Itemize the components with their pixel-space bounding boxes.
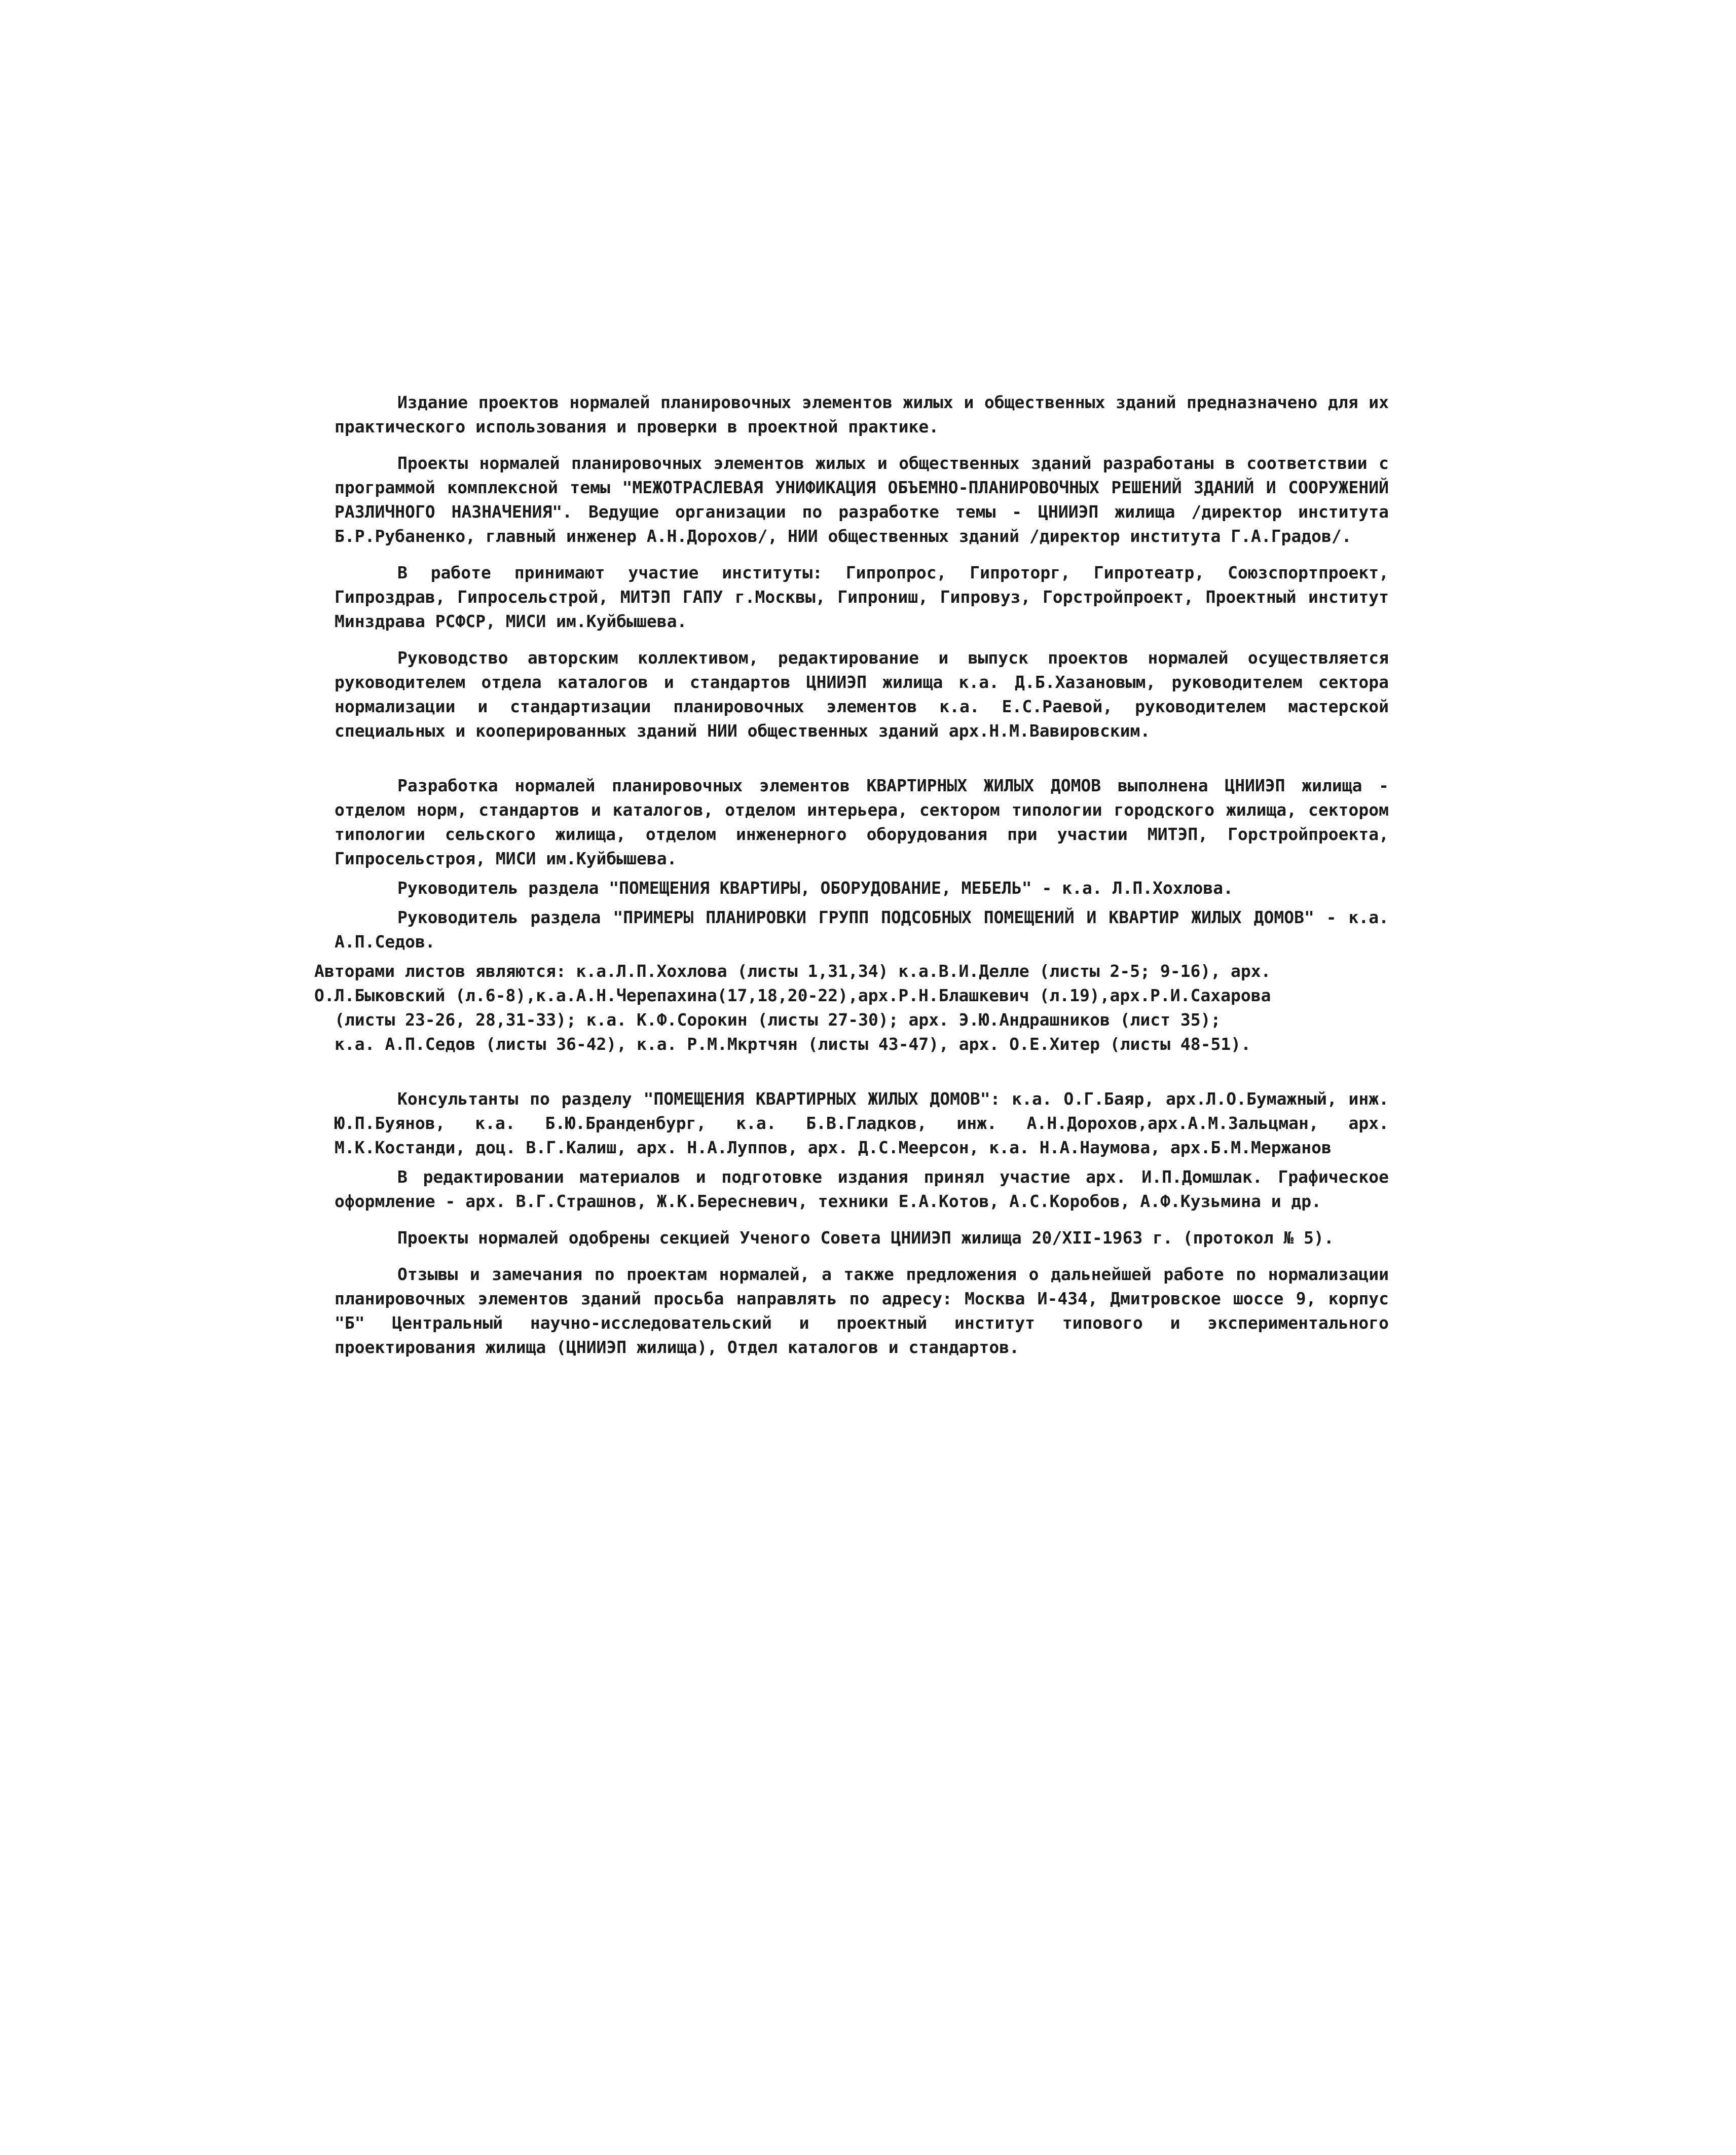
authors-line: О.Л.Быковский (л.6-8),к.а.А.Н.Черепахина(17,18,20-22),арх.Р.Н.Блашкевич (л.19),арх.Р.И.Сахарова — [314, 985, 1271, 1005]
paragraph-consultants: Консультанты по разделу "ПОМЕЩЕНИЯ КВАРТИРНЫХ ЖИЛЫХ ДОМОВ": к.а. О.Г.Баяр, арх.Л.О.Бумажный, инж. Ю.П.Буянов, к.а. Б.Ю.Бранденбург, к.а. Б.В.Гладков, инж. А.Н.Дорохов,арх.А.М.Зальцман, арх. М.К.Костанди, доц. В.Г.Калиш, арх. Н.А.Луппов, арх. Д.С.Меерсон, к.а. Н.А.Наумова, арх.Б.М.Мержанов — [335, 1089, 1389, 1157]
paragraph-institutes: В работе принимают участие институты: Гипропрос, Гипроторг, Гипротеатр, Союзспортпроект, Гипроздрав, Гипросельстрой, МИТЭП ГАПУ г.Москвы, Гипрониш, Гипровуз, Горстройпроект, Проектный институт Минздрава РСФСР, МИСИ им.Куйбышева. — [335, 563, 1389, 631]
paragraph-leadership: Руководство авторским коллективом, редактирование и выпуск проектов нормалей осуществляется руководителем отдела каталогов и стандартов ЦНИИЭП жилища к.а. Д.Б.Хазановым, руководителем сектора нормализации и стандартизации планировочных элементов к.а. Е.С.Раевой, руководителем мастерской специальных и кооперированных зданий НИИ общественных зданий арх.Н.М.Вавировским. — [335, 648, 1389, 741]
paragraph-feedback: Отзывы и замечания по проектам нормалей, а также предложения о дальнейшей работе по нормализации планировочных элементов зданий просьба направлять по адресу: Москва И-434, Дмитровское шоссе 9, корпус "Б" Центральный научно-исследовательский и проектный институт типового и экспериментального проектирования жилища (ЦНИИЭП жилища), Отдел каталогов и стандартов. — [335, 1264, 1389, 1357]
document-body — [314, 390, 1389, 1372]
paragraph-section-head-rooms: Руководитель раздела "ПОМЕЩЕНИЯ КВАРТИРЫ, ОБОРУДОВАНИЕ, МЕБЕЛЬ" - к.а. Л.П.Хохлова. — [397, 878, 1234, 898]
paragraph-section-head-examples: Руководитель раздела "ПРИМЕРЫ ПЛАНИРОВКИ ГРУПП ПОДСОБНЫХ ПОМЕЩЕНИЙ И КВАРТИР ЖИЛЫХ ДОМОВ" - к.а. А.П.Седов. — [335, 907, 1389, 952]
authors-line: к.а. А.П.Седов (листы 36-42), к.а. Р.М.Мкртчян (листы 43-47), арх. О.Е.Хитер (листы 48-51). — [335, 1034, 1251, 1054]
authors-line: Авторами листов являются: к.а.Л.П.Хохлова (листы 1,31,34) к.а.В.И.Делле (листы 2-5; 9-16), арх. — [314, 961, 1271, 981]
paragraph-purpose: Издание проектов нормалей планировочных элементов жилых и общественных зданий предназначено для их практического использования и проверки в проектной практике. — [335, 392, 1389, 436]
authors-line: (листы 23-26, 28,31-33); к.а. К.Ф.Сорокин (листы 27-30); арх. Э.Ю.Андрашников (лист 35); — [335, 1010, 1221, 1030]
paragraph-program: Проекты нормалей планировочных элементов жилых и общественных зданий разработаны в соответствии с программой комплексной темы "МЕЖОТРАСЛЕВАЯ УНИФИКАЦИЯ ОБЪЕМНО-ПЛАНИРОВОЧНЫХ РЕШЕНИЙ ЗДАНИЙ И СООРУЖЕНИЙ РАЗЛИЧНОГО НАЗНАЧЕНИЯ". Ведущие организации по разработке темы - ЦНИИЭП жилища /директор института Б.Р.Рубаненко, главный инженер А.Н.Дорохов/, НИИ общественных зданий /директор института Г.А.Градов/. — [335, 453, 1389, 546]
paragraph-approval: Проекты нормалей одобрены секцией Ученого Совета ЦНИИЭП жилища 20/XII-1963 г. (протокол № 5). — [397, 1228, 1334, 1248]
paragraph-sheet-authors — [314, 959, 1389, 1056]
paragraph-development: Разработка нормалей планировочных элементов КВАРТИРНЫХ ЖИЛЫХ ДОМОВ выполнена ЦНИИЭП жилища - отделом норм, стандартов и каталогов, отделом интерьера, сектором типологии городского жилища, сектором типологии сельского жилища, отделом инженерного оборудования при участии МИТЭП, Горстройпроекта, Гипросельстроя, МИСИ им.Куйбышева. — [335, 776, 1389, 868]
paragraph-editing: В редактировании материалов и подготовке издания принял участие арх. И.П.Домшлак. Графическое оформление - арх. В.Г.Страшнов, Ж.К.Бересневич, техники Е.А.Котов, А.С.Коробов, А.Ф.Кузьмина и др. — [335, 1167, 1389, 1211]
